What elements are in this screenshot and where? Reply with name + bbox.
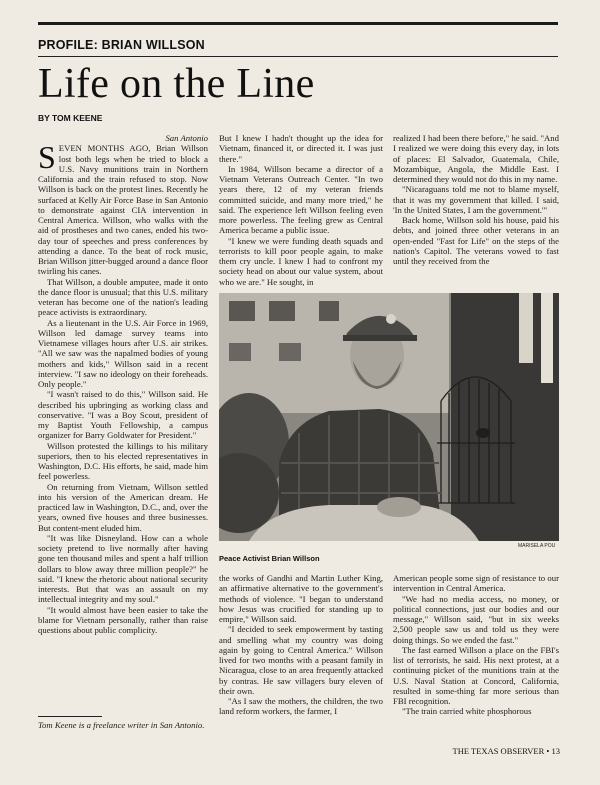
paragraph: "The train carried white phosphorous [402,706,532,717]
dateline: San Antonio [165,133,208,143]
paragraph: Willson protested the killings to his military superiors, then to his elected representatives in Washington, D.C. His efforts, he said, made him feel powerless. [38,440,208,482]
column-3-top [393,133,559,266]
paragraph: As a lieutenant in the U.S. Air Force in 1969, Willson led damage survey teams into Vietnamese villages hours after U.S. air strikes. "All we saw was the napalmed bodies of young mothers and kids," Willson said in a recent interview. "I saw no ideology on their foreheads. Only people." [38,317,208,389]
byline: BY TOM KEENE [38,113,103,123]
paragraph: "I knew we were funding death squads and terrorists to kill poor people again, to make them cry uncle. I knew I had to confront my society head on about our value system, about who we are." He sought, in [219,235,383,287]
paragraph: American people some sign of resistance to our intervention in Central America. [393,573,559,594]
paragraph: "It was like Disneyland. How can a whole society pretend to live normally after having gone ten thousand miles and spent a half trillion dollars to blow away three million people?" he said. "I knew the rhetoric about national security interests. But that was an assault on my intellectual integrity and my soul." [38,532,208,605]
author-footnote: Tom Keene is a freelance writer in San Antonio. [38,720,205,730]
article-headline: Life on the Line [38,61,315,107]
paragraph: On returning from Vietnam, Willson settled into his version of the American dream. He practiced law in Washington, D.C., and, over the years, owned five houses and three businesses. But content-ment eluded him. [38,481,208,533]
photo-credit: MARISELA POU [518,543,556,549]
paragraph: realized I had been there before," he said. "And I realized we were doing this every day, in lots of places: El Salvador, Guatemala, Chile, Mozambique, Angola, the Middle East. I determined they would not do this in my name. [393,133,559,184]
paragraph: The fast earned Willson a place on the FBI's list of terrorists, he said. His next protest, at a continuing picket of the munitions train at the U.S. Naval Station at Concord, California, resulted in some-thing far more serious than FBI recognition. [393,644,559,706]
column-2-bottom [219,573,383,717]
paragraph: "I wasn't raised to do this," Willson said. He described his upbringing as working class and conservative. "I was a Boy Scout, president of my Baptist Youth Fellowship, a campus organizer for Barry Goldwater for President." [38,389,208,441]
paragraph: "We had no media access, no money, or political connections, just our bodies and our message," Willson said, "but in six weeks 2,500 people saw us and told us they were doing things. So we ended the fast." [393,593,559,645]
photo-illustration [219,293,559,541]
paragraph: Back home, Willson sold his house, paid his debts, and joined three other veterans in an open-ended "Fast for Life" on the steps of the nation's Capitol. The veterans vowed to fast until they received from the [393,215,559,266]
footnote-rule [38,716,102,717]
portrait-photo [219,293,559,541]
paragraph: "As I saw the mothers, the children, the two land reform workers, the farmer, I [219,696,383,717]
paragraph: the works of Gandhi and Martin Luther King, an affirmative alternative to the government's methods of violence. "I began to understand how Jesus was crucified for standing up to empire," Willson said. [219,573,383,624]
section-kicker: PROFILE: BRIAN WILLSON [38,38,205,52]
column-2-top [219,133,383,287]
paragraph: But I knew I hadn't thought up the idea for Vietnam, financed it, or directed it. I was just there." [219,133,383,164]
top-rule [38,22,558,25]
photo-caption: Peace Activist Brian Willson [219,554,320,563]
paragraph: That Willson, a double amputee, made it onto the dance floor is unusual; that this U.S. military veteran has become one of the nation's leading peace activists is extraordinary. [38,276,208,318]
paragraph: In 1984, Willson became a director of a Vietnam Veterans Outreach Center. "In two years there, 12 of my veteran friends committed suicide, and many more tried," he said. The experience left Willson feeling even more powerless. The feeling grew as Central America became a public issue. [219,163,383,236]
page-footer: THE TEXAS OBSERVER • 13 [452,746,560,756]
lead-paragraph: SEVEN MONTHS AGO, Brian Willson lost both legs when he tried to block a U.S. Navy munitions train in Northern California and the train refused to stop. Now Willson is back on the protest lines. Recently he surfaced at Kelly Air Force Base in San Antonio to demonstrate against CIA intervention in Central America. Willson, who walks with the aid of prostheses and two canes, ended his two-day tour of speeches and press conferences by attending a dance. To the beat of rock music, Brian Willson jitter-bugged around a dance floor twirling his canes. [38,139,208,277]
drop-cap: S [38,139,56,176]
paragraph: "I decided to seek empowerment by tasting and smelling what my country was doing again by going to Central America." Willson lived for two months with a peasant family in Nicaragua, close to an area frequently attacked by contras. He saw villagers bury eleven of their own. [219,624,383,696]
column-1 [38,133,208,635]
paragraph: "It would almost have been easier to take the blame for Vietnam personally, rather than raise questions about public complicity. [38,604,208,635]
kicker-rule [38,56,558,57]
column-3-bottom [393,573,559,717]
paragraph: "Nicaraguans told me not to blame myself, that it was my government that killed. I said, 'In the United States, I am the government.'" [393,184,559,215]
